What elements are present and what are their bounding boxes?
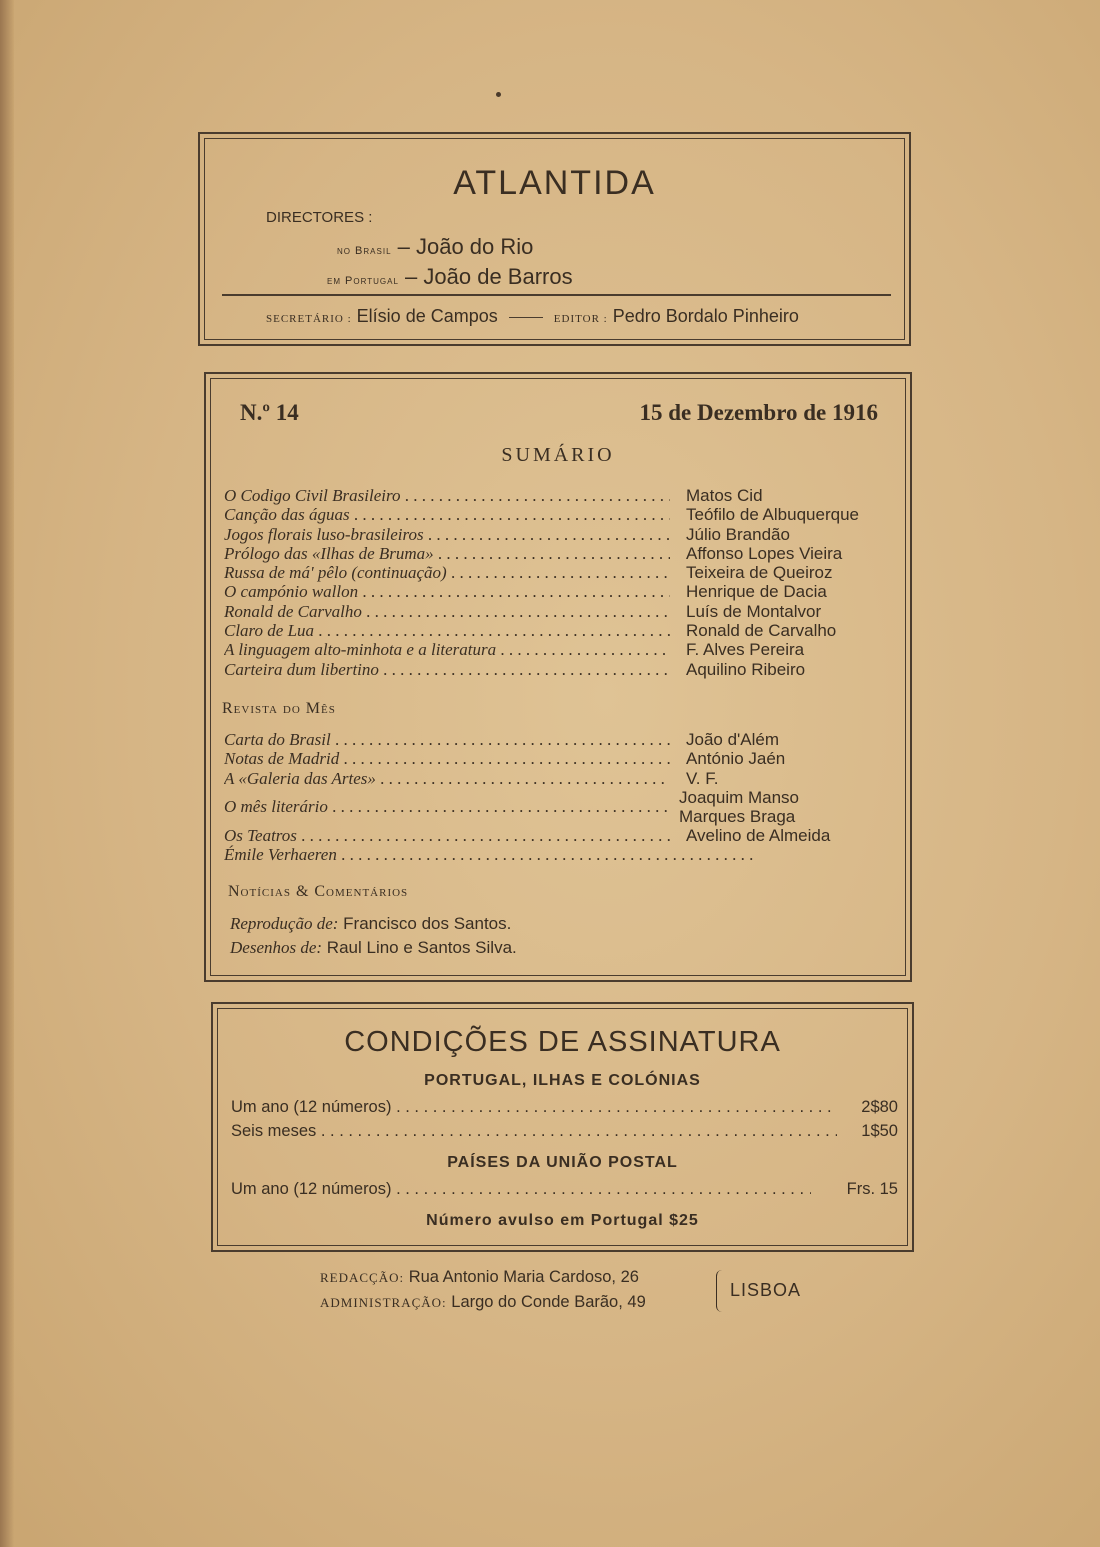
article-author: Teófilo de Albuquerque: [686, 505, 859, 525]
article-author: Júlio Brandão: [686, 524, 790, 544]
articles-list: [224, 486, 896, 679]
single-issue-price: Número avulso em Portugal $25: [426, 1212, 699, 1229]
list-item: [224, 602, 896, 621]
article-title: Jogos florais luso-brasileiros . . .: [224, 525, 670, 544]
uniao-heading: PAÍSES DA UNIÃO POSTAL: [447, 1154, 678, 1171]
article-author: Affonso Lopes Vieira: [686, 543, 843, 563]
list-item: [224, 621, 896, 640]
price-value: 1$50: [861, 1122, 898, 1140]
list-item: [224, 640, 896, 659]
staff-line: [266, 306, 799, 327]
article-author: F. Alves Pereira: [686, 640, 805, 660]
list-item: [224, 660, 896, 679]
address-brace: [716, 1270, 725, 1312]
header-divider: [222, 294, 891, 296]
article-title: Carta do Brasil . . .: [224, 730, 670, 749]
article-title: A linguagem alto-minhota e a literatura . . .: [224, 640, 670, 659]
article-title: O Codigo Civil Brasileiro . . .: [224, 486, 670, 505]
directors-label: DIRECTORES :: [266, 209, 373, 226]
price-label: Um ano (12 números) . . .: [231, 1178, 811, 1200]
credit-value: Francisco dos Santos.: [343, 914, 512, 933]
article-author: Luís de Montalvor: [686, 601, 822, 621]
portugal-heading: PORTUGAL, ILHAS E COLÓNIAS: [424, 1072, 701, 1089]
article-title: Russa de má' pêlo (continuação) . . .: [224, 563, 670, 582]
director-name: – João de Barros: [405, 264, 573, 289]
issue-number: N.º 14: [240, 400, 299, 425]
price-value: 2$80: [861, 1098, 898, 1116]
list-item: [224, 826, 896, 845]
reproduction-credit: [230, 914, 511, 934]
address-value: Rua Antonio Maria Cardoso, 26: [408, 1268, 639, 1286]
article-title-plain: Émile Verhaeren . . .: [224, 845, 753, 864]
list-item: [224, 544, 896, 563]
article-author: Henrique de Dacia: [686, 582, 827, 602]
address-label: ADMINISTRAÇÃO:: [320, 1295, 447, 1310]
article-title: O campónio wallon . . .: [224, 582, 670, 601]
director-region: em Portugal: [327, 275, 399, 287]
article-title: Ronald de Carvalho . . .: [224, 602, 670, 621]
article-author: V. F.: [686, 768, 719, 788]
address-label: REDACÇÃO:: [320, 1270, 405, 1285]
revista-heading: Revista do Mês: [222, 700, 336, 717]
article-title: O mês literário . . .: [224, 788, 670, 826]
ink-dot: [496, 92, 501, 97]
list-item: [224, 525, 896, 544]
masthead-box: [198, 132, 911, 346]
article-author: António Jaén: [686, 749, 786, 769]
list-item: [224, 563, 896, 582]
summary-heading: SUMÁRIO: [501, 444, 615, 466]
credit-label: Reprodução de:: [230, 914, 339, 933]
list-item: [224, 749, 896, 768]
editorial-address: [320, 1268, 639, 1287]
price-row: [231, 1120, 898, 1142]
article-title: A «Galeria das Artes» . . .: [224, 769, 670, 788]
article-author: Aquilino Ribeiro: [686, 659, 806, 679]
address-value: Largo do Conde Barão, 49: [451, 1293, 646, 1311]
director-region: no Brasil: [337, 245, 392, 257]
list-item: [224, 486, 896, 505]
credit-value: Raul Lino e Santos Silva.: [326, 938, 517, 957]
article-title: Os Teatros . . .: [224, 826, 670, 845]
list-item: [224, 505, 896, 524]
editor-name: Pedro Bordalo Pinheiro: [612, 306, 799, 326]
list-item: [224, 788, 896, 826]
article-author: Matos Cid: [686, 486, 763, 505]
article-author: Joaquim Manso: [679, 787, 800, 807]
article-title: Claro de Lua . . .: [224, 621, 670, 640]
article-title: Prólogo das «Ilhas de Bruma» . . .: [224, 544, 670, 563]
editor-label: EDITOR :: [553, 313, 608, 325]
drawings-credit: [230, 938, 517, 958]
list-item: [224, 769, 896, 788]
secretary-name: Elísio de Campos: [356, 306, 498, 326]
issue-date: 15 de Dezembro de 1916: [639, 400, 878, 425]
article-author: Avelino de Almeida: [686, 825, 831, 845]
page-edge-shadow: [0, 0, 14, 1547]
price-row: [231, 1178, 898, 1200]
article-author: Teixeira de Queiroz: [686, 563, 833, 583]
subscription-box: [211, 1002, 914, 1252]
revista-list: [224, 730, 896, 864]
director-brasil: [337, 234, 533, 260]
subscription-title: CONDIÇÕES DE ASSINATURA: [344, 1026, 781, 1058]
city-name: LISBOA: [730, 1280, 802, 1300]
magazine-title: ATLANTIDA: [453, 164, 656, 202]
administration-address: [320, 1293, 646, 1312]
article-authors: [679, 788, 799, 826]
list-item: [224, 845, 896, 864]
article-title: Canção das águas . . .: [224, 505, 670, 524]
noticias-heading: Notícias & Comentários: [228, 883, 409, 900]
article-title: Carteira dum libertino . . .: [224, 660, 670, 679]
director-portugal: [327, 264, 573, 290]
director-name: – João do Rio: [397, 234, 534, 259]
article-title: Notas de Madrid . . .: [224, 749, 670, 768]
list-item: [224, 730, 896, 749]
article-author: Ronald de Carvalho: [686, 621, 837, 641]
article-author: Marques Braga: [679, 806, 796, 826]
price-value: Frs. 15: [846, 1180, 898, 1198]
article-author: João d'Além: [686, 730, 780, 749]
list-item: [224, 582, 896, 601]
price-label: Seis meses . . .: [231, 1120, 837, 1142]
staff-separator: [509, 317, 543, 318]
price-row: [231, 1096, 898, 1118]
summary-box: [204, 372, 912, 982]
secretary-label: SECRETÁRIO :: [266, 313, 352, 325]
credit-label: Desenhos de:: [230, 938, 323, 957]
price-label: Um ano (12 números) . . .: [231, 1096, 837, 1118]
